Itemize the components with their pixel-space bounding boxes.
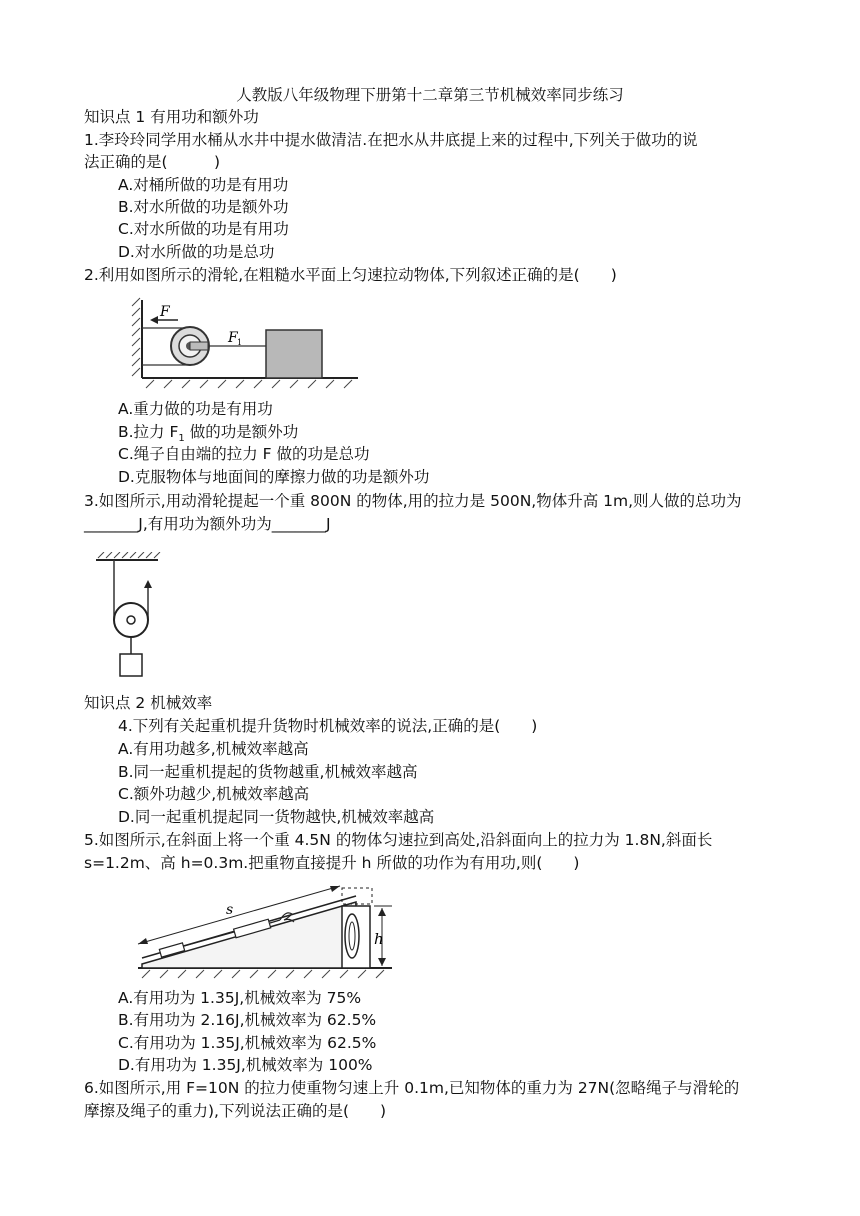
question-1-option-c: C.对水所做的功是有用功 [118,220,289,238]
question-5-option-b: B.有用功为 2.16J,机械效率为 62.5% [118,1011,377,1029]
question-4-option-a: A.有用功越多,机械效率越高 [118,740,309,758]
label-height-h: h [374,930,384,948]
page-title: 人教版八年级物理下册第十二章第三节机械效率同步练习 [236,86,624,104]
question-1-option-d: D.对水所做的功是总功 [118,243,275,261]
option-b-text: B.拉力 F [118,423,179,441]
section-heading-1: 知识点 1 有用功和额外功 [84,108,259,126]
section-heading-2: 知识点 2 机械效率 [84,694,213,712]
question-2-option-d: D.克服物体与地面间的摩擦力做的功是额外功 [118,468,430,486]
figure-inclined-plane [130,872,396,982]
question-5-option-c: C.有用功为 1.35J,机械效率为 62.5% [118,1034,377,1052]
question-2-option-c: C.绳子自由端的拉力 F 做的功是总功 [118,445,370,463]
question-5-line-1: 5.如图所示,在斜面上将一个重 4.5N 的物体匀速拉到高处,沿斜面向上的拉力为 1.8N,斜面长 [84,831,713,849]
label-force-f1: F [228,330,238,346]
question-1-line-1: 1.李玲玲同学用水桶从水井中提水做清洁.在把水从井底提上来的过程中,下列关于做功的说 [84,131,698,149]
question-6-line-2: 摩擦及绳子的重力),下列说法正确的是( ) [84,1102,387,1120]
label-force-f: F [160,304,170,320]
option-b-subscript: 1 [178,433,185,445]
question-5-line-2: s=1.2m、高 h=0.3m.把重物直接提升 h 所做的功作为有用功,则( ) [84,854,580,872]
label-force-f1-sub: 1 [237,338,243,347]
question-3-line-2: _______J,有用功为额外功为_______J [84,515,331,533]
question-4-option-d: D.同一起重机提起同一货物越快,机械效率越高 [118,808,435,826]
figure-pulley-horizontal [128,292,362,392]
figure-movable-pulley [92,552,184,680]
question-4-option-c: C.额外功越少,机械效率越高 [118,785,310,803]
question-6-line-1: 6.如图所示,用 F=10N 的拉力使重物匀速上升 0.1m,已知物体的重力为 27N(忽略绳子与滑轮的 [84,1079,740,1097]
question-2-option-a: A.重力做的功是有用功 [118,400,273,418]
question-1-option-a: A.对桶所做的功是有用功 [118,176,289,194]
question-5-option-a: A.有用功为 1.35J,机械效率为 75% [118,989,362,1007]
question-2-line-1: 2.利用如图所示的滑轮,在粗糙水平面上匀速拉动物体,下列叙述正确的是( ) [84,266,617,284]
question-1-option-b: B.对水所做的功是额外功 [118,198,289,216]
question-5-option-d: D.有用功为 1.35J,机械效率为 100% [118,1056,373,1074]
question-4-line-1: 4.下列有关起重机提升货物时机械效率的说法,正确的是( ) [118,717,538,735]
label-length-s: s [226,902,234,918]
option-b-tail: 做的功是额外功 [184,423,299,441]
question-4-option-b: B.同一起重机提起的货物越重,机械效率越高 [118,763,418,781]
question-3-line-1: 3.如图所示,用动滑轮提起一个重 800N 的物体,用的拉力是 500N,物体升高 1m,则人做的总功为 [84,492,742,510]
question-1-line-2: 法正确的是( ) [84,153,221,171]
